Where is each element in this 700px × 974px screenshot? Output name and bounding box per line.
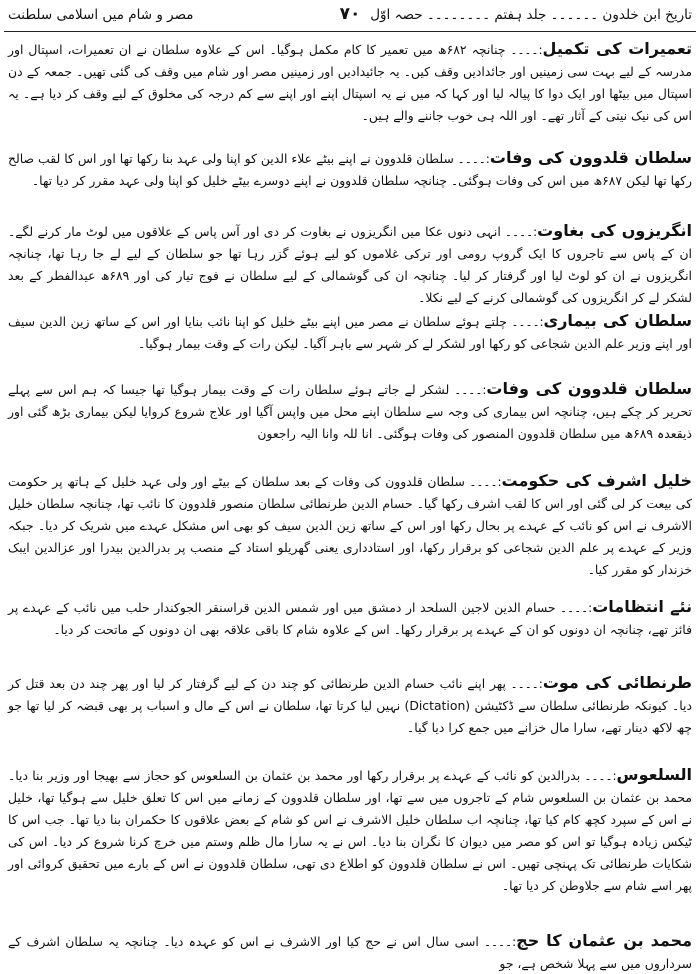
separator: :۔۔۔۔ [505, 43, 543, 57]
section-qaladun-death-1 [8, 147, 692, 192]
separator: :۔۔۔۔ [478, 935, 517, 949]
heading-salaus: السلعوس [616, 765, 692, 784]
heading-taamirat: تعمیرات کی تکمیل [542, 39, 693, 58]
book-title: تاریخ ابن خلدون ۔۔۔۔۔۔ جلد ہفتم ۔۔۔۔۔۔۔۔ حصہ اوّل [370, 7, 692, 23]
text-khalil-hukumat: سلطان قلدوون کی وفات کے بعد سلطان کے بیٹے اور ولی عہد خلیل کے ہاتھ پر حکومت کی بیعت کر لی گئی اور اس کا لقب اشرف رکھا گیا۔ حسام الدین طرنطائی سلطان منصور قلدوون کا نائب تھا، چنانچہ سلطان خلیل الاشرف نے اس کو نائب کے عہدے پر بحال رکھا اور اس کے ساتھ زین الدین سیف کو بھی اس مشکل عہدے میں شریک کر دیا۔ جبکہ وزیر کے عہدے پر علم الدین شجاعی کو برقرار رکھا، اور استادداری یعنی گھریلو استاد کے منصب پر بدرالدین بیدرا اور عزالدین ایبک خزندار کو مقرر کیا۔ [8, 474, 692, 577]
section-naye-intezamat [8, 596, 692, 641]
section-qaladun-death-2 [8, 378, 692, 445]
heading-tarantai-maut: طرنطائی کی موت [542, 673, 693, 692]
separator: :۔۔۔۔ [506, 315, 544, 329]
separator: :۔۔۔۔ [453, 152, 490, 166]
separator: :۔۔۔۔ [464, 475, 502, 489]
heading-bimari: سلطان کی بیماری [543, 311, 693, 330]
text-angrez-baghawat: انہی دنوں عکا میں انگریزوں نے بغاوت کر دی اور آس پاس کے علاقوں میں لوٹ مار کرنے لگے۔ ان کے پاس سے تاجروں کا ایک گروپ رومی اور ترکی غلاموں کو لیے ہوئے گزر رہا تھا جو سلطان کے لیے لے جا رہا تھا، چنانچہ انگریزوں نے ان کو لوٹ لیا اور گرفتار کر لیا۔ چنانچہ ان کی گوشمالی کے لیے سلطان نے فوج تیار کی اور ۶۸۹ھ عیدالفطر کے بعد لشکر لے کر انگریزوں کی گوشمالی کرنے کے لیے نکلا۔ [8, 224, 692, 305]
text-bimari: چلتے ہوئے سلطان نے مصر میں اپنے بیٹے خلیل کو اپنا نائب بنایا اور اس کے ساتھ زین الدین سیف اور اپنے وزیر علم الدین شجاعی کو رکھا اور لشکر لے کر شہر سے باہر آگیا۔ لیکن رات کے وقت بیمار ہوگیا۔ [8, 314, 692, 351]
text-qaladun-death-2: لشکر لے جاتے ہوئے سلطان رات کے وقت بیمار ہوگیا تھا جیسا کہ ہم اس سے پہلے تحریر کر چکے ہیں، چنانچہ اس بیماری کی وجہ سے سلطان اپنے محل میں واپس آگیا اور علاج شروع کروایا لیکن بیماری بڑھ گئی اور ذیقعدہ ۶۸۹ھ میں سلطان قلدوون المنصور کی وفات ہوگئی۔ انا للہ وانا الیہ راجعون [8, 382, 692, 441]
page-header [0, 4, 700, 30]
heading-naye-intezamat: نئے انتظامات [592, 597, 693, 616]
heading-khalil-hukumat: خلیل اشرف کی حکومت [501, 471, 692, 490]
section-khalil-hukumat [8, 470, 692, 581]
text-taamirat: چنانچہ ۶۸۲ھ میں تعمیر کا کام مکمل ہوگیا۔ اس کے علاوہ سلطان نے ان تعمیرات، اسپتال اور مدرسہ کے لیے بہت سی زمینیں اور جائدادیں وقف کیں۔ یہ جائیدادیں اور زمینیں مصر اور شام میں وقف کی گئی تھیں۔ جمعہ کے دن اسپتال میں بیٹھا اور ایک دوا کا پیالہ لیا اور کہا کہ میں نے یہ اسپتال اپنے اور اپنے سے کم درجہ کی مخلوق کے لیے وقف کر دیا ہے۔ یہ اس کی نیک نیتی کے آثار تھے۔ اور اللہ ہی خوب جاننے والے ہیں۔ [8, 42, 692, 123]
separator: :۔۔۔۔ [449, 383, 487, 397]
section-tarantai-maut [8, 672, 692, 739]
text-qaladun-death-1: سلطان قلدوون نے اپنے بیٹے علاء الدین کو اپنا ولی عہد بنا رکھا تھا اور اس کا لقب صالح رکھا تھا لیکن ۶۸۷ھ میں اس کی وفات ہوگئی۔ چنانچہ سلطان قلدوون نے اپنے دوسرے بیٹے خلیل کو اپنا ولی عہد مقرر کر دیا تھا۔ [8, 151, 692, 188]
header-rule [4, 31, 696, 32]
heading-hajj: محمد بن عثمان کا حج [516, 931, 693, 950]
section-angrez-baghawat [8, 220, 692, 309]
separator: :۔۔۔۔ [580, 769, 617, 783]
text-hajj: اسی سال اس نے حج کیا اور الاشرف نے اس کو عہدہ دیا۔ چنانچہ یہ سلطان اشرف کے سرداروں میں سے پہلا شخص ہے، جو [8, 934, 692, 971]
text-salaus: بدرالدین کو نائب کے عہدے پر برقرار رکھا اور محمد بن عثمان بن السلعوس کو حجاز سے بھیجا اور وزیر بنا دیا۔ محمد بن عثمان بن السلعوس شام کے تاجروں میں سے تھا، اور سلطان قلدوون کے زمانے میں اس کا تعلق خلیل سے ہوگیا تھا، خلیل نے اس کے سپرد کچھ کام کیا تھا، چنانچہ اب سلطان خلیل الاشرف نے اس کو شام کے بعض علاقوں کا حکمران بنا دیا تھا۔ جب اس کا ٹیکس زیادہ ہوگیا تو اس کو مصر میں دیوان کا نگران بنا دیا۔ اس نے یہ سارا مال ظلم وستم میں خرچ کرنا شروع کر دیا۔ اس کی شکایات طرنطائی تک پہنچی تھیں۔ اس نے سلطان قلدوون کو اطلاع دی تھی، سلطان قلدوون نے اس کے بارے میں تحقیق کروائی اور پھر اسے شام سے جلاوطن کر دیا تھا۔ [8, 768, 692, 893]
heading-qaladun-death-1: سلطان قلدوون کی وفات [489, 148, 692, 167]
heading-qaladun-death-2: سلطان قلدوون کی وفات [486, 379, 692, 398]
section-taamirat [8, 38, 692, 127]
section-title: مصر و شام میں اسلامی سلطنت [8, 7, 194, 23]
separator: :۔۔۔۔ [505, 677, 543, 691]
heading-angrez-baghawat: انگریزوں کی بغاوت [537, 221, 693, 240]
separator: :۔۔۔۔ [555, 601, 593, 615]
section-bimari [8, 310, 692, 355]
section-hajj [8, 930, 692, 974]
text-naye-intezamat: حسام الدین لاجین السلحد ار دمشق میں اور شمس الدین قراسنقر الجوکندار حلب میں نائب کے عہدے پر فائز تھے، چنانچہ ان دونوں کو ان کے عہدے پر برقرار رکھا۔ اس کے علاوہ شام کا باقی علاقہ بھی ان دونوں کے ماتحت کر دیا۔ [8, 600, 692, 637]
separator: :۔۔۔۔ [500, 225, 538, 239]
page-number: ۷۰ [339, 4, 361, 24]
text-tarantai-maut: پھر اپنے نائب حسام الدین طرنطائی کو چند دن کے لیے گرفتار کر لیا اور پھر چند دن بعد قتل کر دیا۔ کیونکہ طرنطائی سلطان سے ڈکٹیشن (Dictation) نہیں لیا کرتا تھا، سلطان نے اس کے مال و اسباب پر بھی قبضہ کر لیا تھا جو چھ لاکھ دینار تھے، سارا مال خزانے میں جمع کرا دیا گیا۔ [8, 676, 692, 735]
section-salaus [8, 764, 692, 897]
